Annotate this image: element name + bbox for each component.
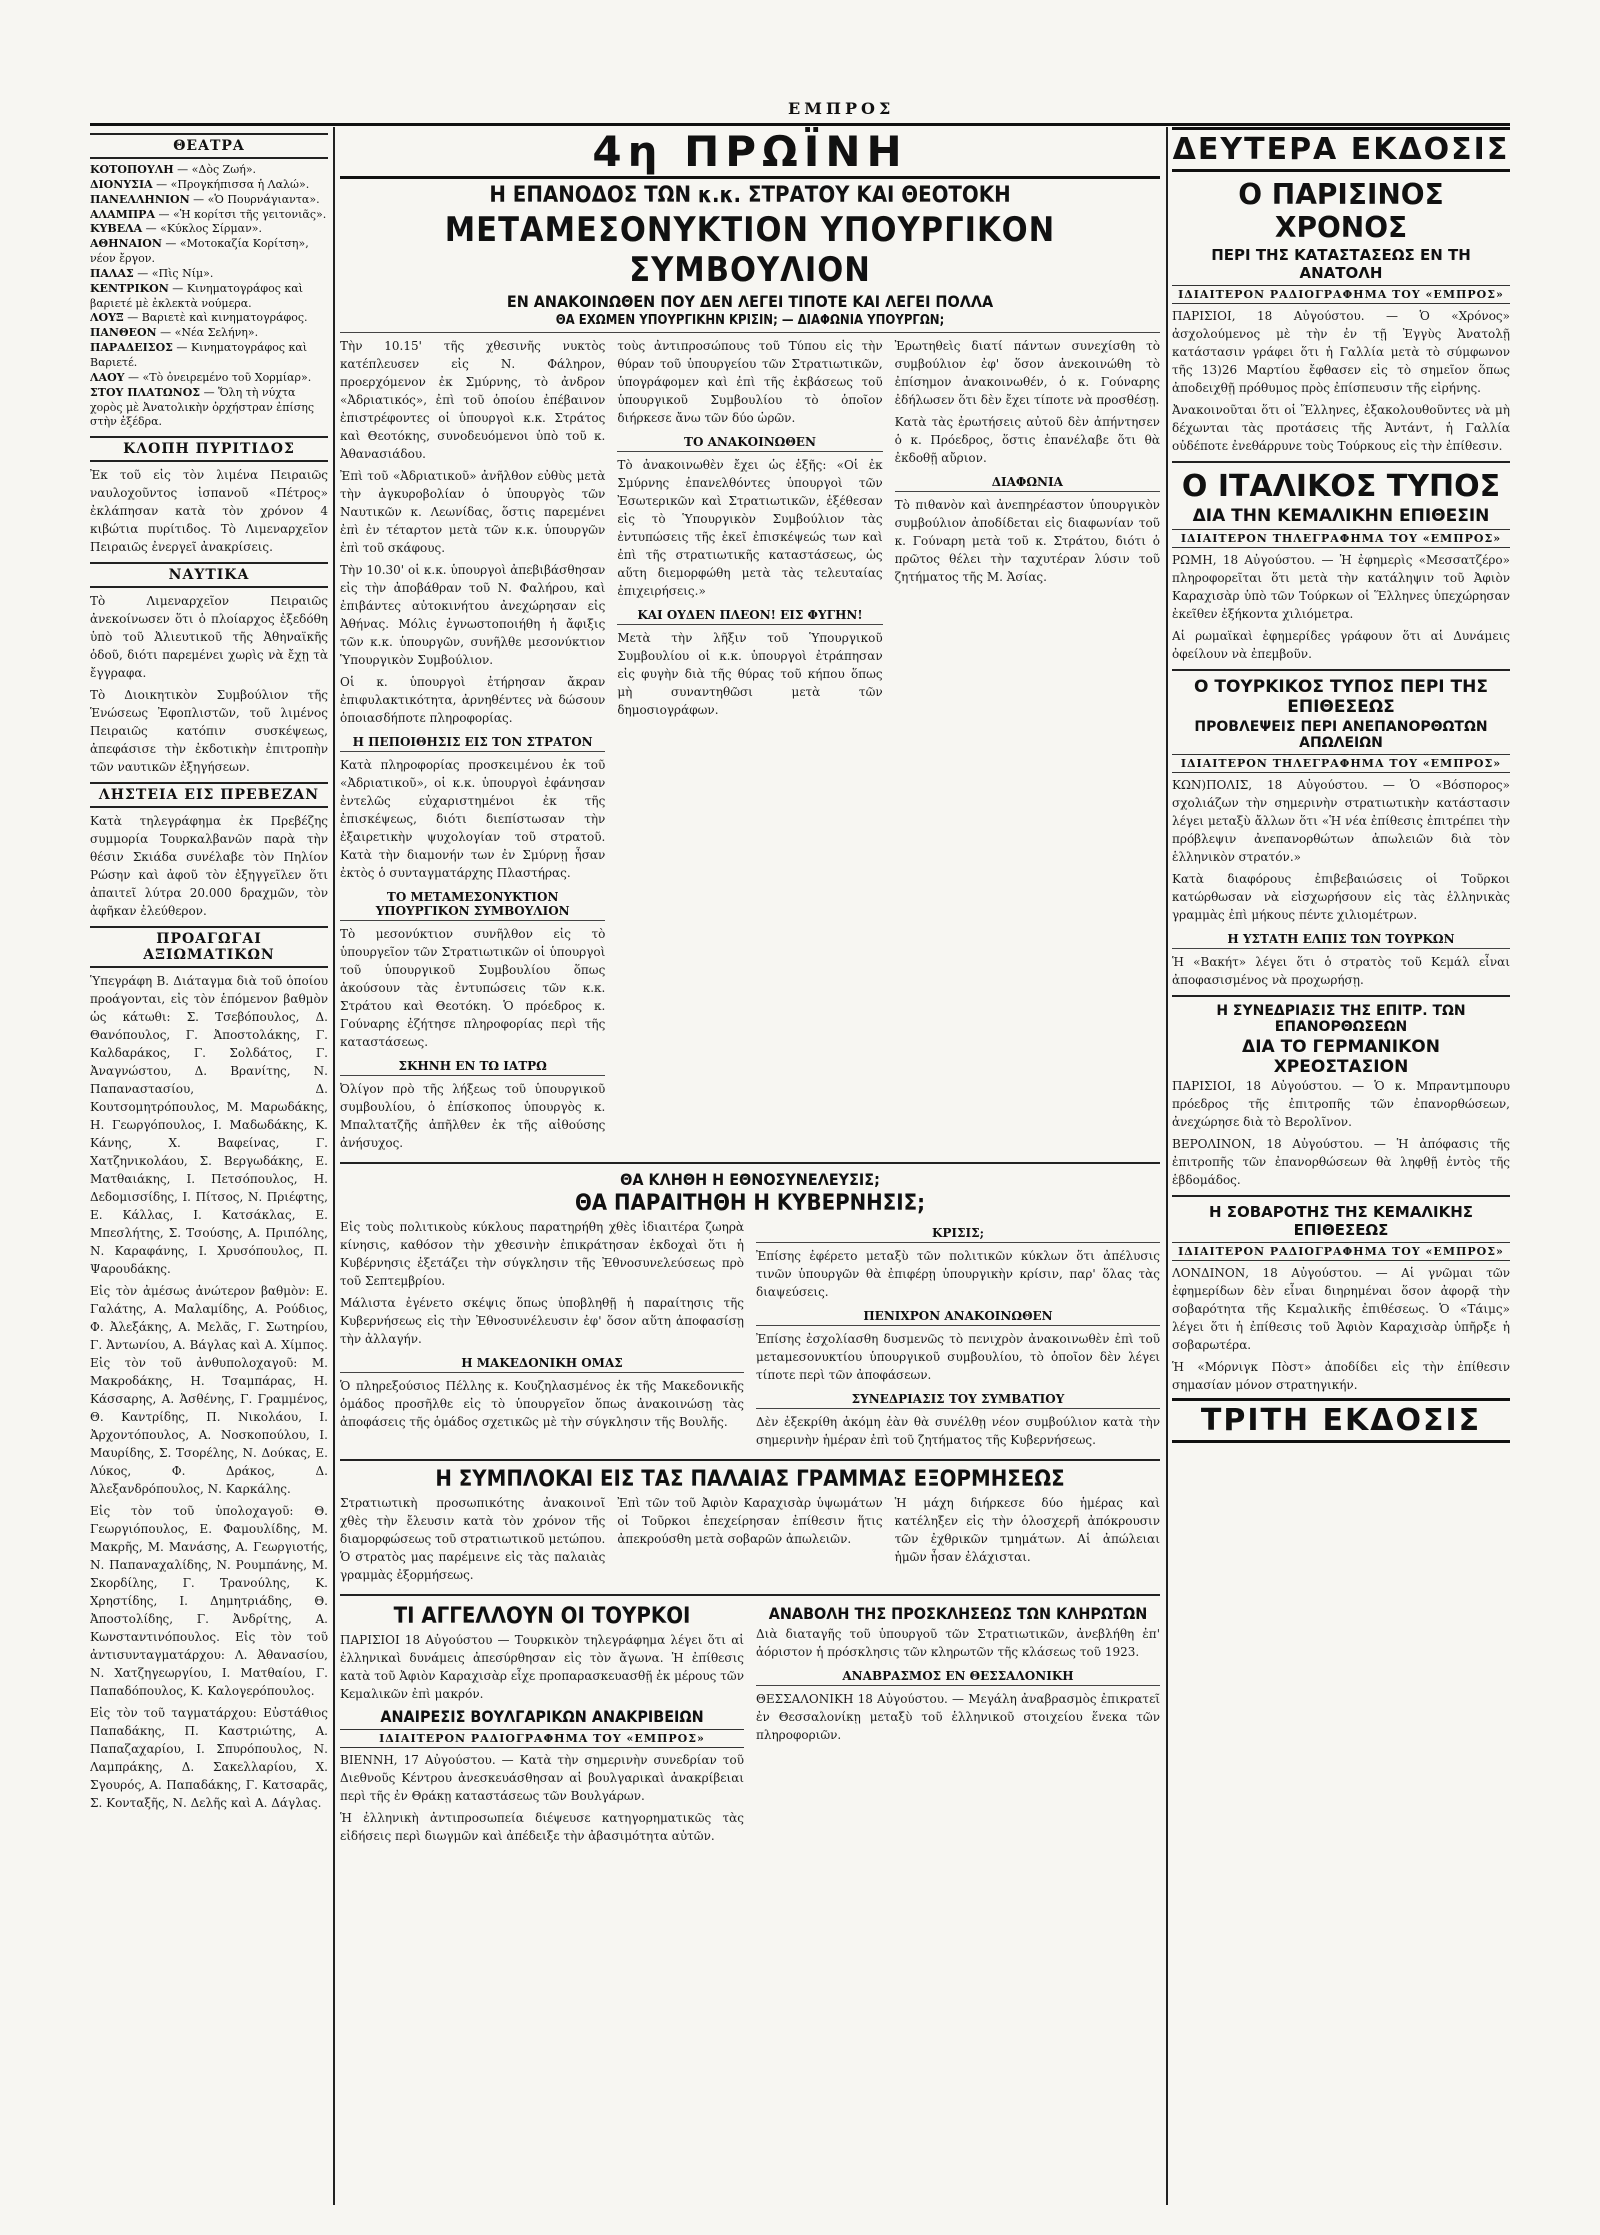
bulgarian-text-2: Ἡ ἐλληνικὴ ἀντιπροσωπεία διέψευσε κατηγορηματικῶς τὰς εἰδήσεις περὶ διωγμῶν καὶ ἀπέδειξε τὴν ἀβασιμότητα αὐτῶν. (340, 1811, 744, 1843)
masthead (90, 99, 1510, 126)
lead-paragraph-3: Τὴν 10.30' οἱ κ.κ. ὑπουργοὶ ἀπεβιβάσθησαν εἰς τὴν ἀποβάθραν τοῦ Ν. Φαλήρου, καὶ ἐπιβάντες αὐτοκινήτου ἀνεχώρησαν εἰς Ἀθήνας. Μόλις ἐγνωστοποιήθη ἡ ἄφιξις τῶν κ.κ. ὑπουργῶν, συνῆλθε μεσονύκτιον Ὑπουργικὸν Συμβούλιον. (340, 563, 606, 667)
disagree-heading: ΔΙΑΦΩΝΙΑ (895, 473, 1160, 492)
italian-text-2: Αἱ ρωμαϊκαὶ ἐφημερίδες γράφουν ὅτι αἱ Δυνάμεις ὀφείλουν νὰ ἐπεμβοῦν. (1172, 629, 1510, 661)
theatre-show: «Τὸ ὀνειρεμένο τοῦ Χορμίαρ». (142, 370, 312, 384)
lead-kicker: Η ΕΠΑΝΟΔΟΣ ΤΩΝ κ.κ. ΣΤΡΑΤΟΥ ΚΑΙ ΘΕΟΤΟΚΗ (489, 183, 1011, 208)
clash-paragraph-3: Ἡ μάχη διήρκεσε δύο ἡμέρας καὶ κατέληξεν εἰς τὴν ὁλοσχερῆ ἀπόκρουσιν τῶν ἐχθρικῶν τμημάτων. Αἱ ἀπώλειαι ἡμῶν ἦσαν ἐλάχισται. (894, 1496, 1160, 1564)
turkish-press-text-2: Κατὰ διαφόρους ἐπιβεβαιώσεις οἱ Τοῦρκοι κατώρθωσαν νὰ εἰσχωρήσουν εἰς τὰς ἑλληνικὰς γραμμὰς ἐπὶ μήκους πέντε χιλιομέτρων. (1172, 872, 1510, 922)
reparations-title: Η ΣΥΝΕΔΡΙΑΣΙΣ ΤΗΣ ΕΠΙΤΡ. ΤΩΝ ΕΠΑΝΟΡΘΩΣΕΩΝ (1216, 1003, 1466, 1035)
left-column (90, 127, 328, 2205)
reparations-text-2: ΒΕΡΟΛΙΝΟΝ, 18 Αὐγούστου. — Ἡ ἀπόφασις τῆς ἐπιτροπῆς τῶν ἐπανορθώσεων θὰ ληφθῇ ἐντὸς τῆς ἑβδομάδος. (1172, 1137, 1510, 1187)
paris-text-2: Ἀνακοινοῦται ὅτι οἱ Ἕλληνες, ἐξακολουθοῦντες νὰ μὴ δέχωνται τὰς προτάσεις τῆς Ἀντάντ, ἡ Γαλλία οὐδέποτε ἐνεθάρρυνε τοὺς Τούρκους εἰς τὴν ἐπίθεσιν. (1172, 403, 1510, 453)
theatre-list (90, 163, 328, 430)
naval-text-2: Τὸ Διοικητικὸν Συμβούλιον τῆς Ἑνώσεως Ἐφοπλιστῶν, τοῦ λιμένος Πειραιῶς κατόπιν συσκέψεως, ἀπεφάσισε τὴν ἐκδοτικὴν ἐπιτροπὴν τῶν ναυτικῶν ἐξηγήσεων. (90, 688, 328, 775)
theatre-name: ΛΑΟΥ (90, 370, 125, 384)
theatre-listing (90, 311, 328, 326)
theatres-heading: ΘΕΑΤΡΑ (90, 133, 328, 159)
divider (1172, 461, 1510, 463)
column-rule (333, 127, 335, 2205)
italian-text: ΡΩΜΗ, 18 Αὐγούστου. — Ἡ ἐφημερὶς «Μεσσατζέρο» πληροφορεῖται ὅτι μετὰ τὴν κατάληψιν τοῦ Ἀφιὸν Καραχισὰρ ὑπὸ τῶν Τούρκων οἱ Ἕλληνες ὑπεχώρησαν ἐκεῖθεν ἐξήκοντα χιλιόμετρα. (1172, 553, 1510, 621)
italian-title: Ο ΙΤΑΛΙΚΟΣ ΤΥΠΟΣ (1181, 469, 1501, 504)
edition-banner: 4η ΠΡΩΪΝΗ (340, 127, 1160, 179)
promotions-text-4: Εἰς τὸν τοῦ ταγματάρχου: Εὐστάθιος Παπαδάκης, Π. Καστριώτης, Α. Παπαζαχαρίου, Ι. Σπυρόπουλος, Ν. Λαμπράκης, Δ. Σακελλαρίου, Χ. Σγουρός, Α. Παπαδάκης, Γ. Κατσαρᾶς, Σ. Κονταξῆς, Ν. Δελῆς καὶ Α. Δάγλας. (90, 1706, 328, 1811)
theatre-listing (90, 208, 328, 223)
mid-council-text: Τὸ μεσονύκτιον συνῆλθον εἰς τὸ ὑπουργεῖον τῶν Στρατιωτικῶν οἱ ὑπουργοὶ τοῦ ὑπουργικοῦ Συμβουλίου ὅπως ἀκούσουν τὰς ἐντυπώσεις τῶν κ.κ. Στράτου καὶ Θεοτόκη. Ὁ πρόεδρος κ. Γούναρης ἐζήτησε πληροφορίας περὶ τῆς καταστάσεως. (340, 927, 606, 1049)
theatre-sep: — (142, 222, 161, 236)
turkish-press-title: Ο ΤΟΥΡΚΙΚΟΣ ΤΥΠΟΣ ΠΕΡΙ ΤΗΣ ΕΠΙΘΕΣΕΩΣ (1194, 677, 1488, 717)
theatre-name: ΚΕΝΤΡΙΚΟΝ (90, 281, 169, 295)
turks-text: ΠΑΡΙΣΙΟΙ 18 Αὐγούστου — Τουρκικὸν τηλεγράφημα λέγει ὅτι αἱ ἐλληνικαὶ δυνάμεις ἀπεσύρθησαν εἰς τὸν ἄγωνα. Ἡ ἐπίθεσις κατὰ τοῦ Ἀφιὸν Καραχισὰρ εἶχε προπαρασκευασθῇ ἐκ μέρους τῶν Κεμαλικῶν ἐπὶ μακρόν. (340, 1633, 744, 1701)
paris-subtitle: ΠΕΡΙ ΤΗΣ ΚΑΤΑΣΤΑΣΕΩΣ ΕΝ ΤΗ ΑΝΑΤΟΛΗ (1211, 246, 1471, 282)
theatre-name: ΑΘΗΝΑΙΟΝ (90, 237, 162, 251)
postpone-heading: ΑΝΑΒΟΛΗ ΤΗΣ ΠΡΟΣΚΛΗΣΕΩΣ ΤΩΝ ΚΛΗΡΩΤΩΝ (768, 1604, 1148, 1623)
lead-col-2 (617, 337, 882, 1156)
theatre-name: ΠΑΝΕΛΛΗΝΙΟΝ (90, 192, 190, 206)
theatre-listing (90, 178, 328, 193)
macedonian-text: Ὁ πληρεξούσιος Πέλλης κ. Κουζηλασμένος ἐκ τῆς Μακεδονικῆς ὁμάδος προσῆλθε εἰς τὸ ὑπουργεῖον ὅπως ἀνακοινώσῃ τὰς ἀποφάσεις τῆς ὁμάδος σχετικῶς μὲ τὴν σύγκλησιν τῆς Βουλῆς. (340, 1379, 744, 1429)
crisis-text: Ἐπίσης ἐφέρετο μεταξὺ τῶν πολιτικῶν κύκλων ὅτι ἀπέλυσις τινῶν ὑπουργῶν θὰ ἐπιφέρῃ ὑπουργικὴν κρίσιν, παρ' ὅλας τὰς διαψεύσεις. (756, 1249, 1160, 1299)
trust-text: Κατὰ πληροφορίας προσκειμένου ἐκ τοῦ «Ἀδριατικοῦ», οἱ κ.κ. ὑπουργοὶ ἐφάνησαν ἐντελῶς εὐχαριστημένοι ἐκ τῆς ἐπισκέψεως, διότι διεπίστωσαν τὴν ἐξαιρετικὴν ψυχολογίαν τοῦ στρατοῦ. Κατὰ τὴν διαμονήν των ἐν Σμύρνῃ ἦσαν ἐκτὸς ὁ συνταγματάρχης Πλαστήρας. (340, 758, 606, 880)
theatre-name: ΠΑΡΑΔΕΙΣΟΣ (90, 341, 173, 355)
promotions-text: Ὑπεγράφη Β. Διάταγμα διὰ τοῦ ὁποίου προάγονται, εἰς τὸν ἑπόμενον βαθμὸν ὡς κάτωθι: Σ. Τσεβόπουλος, Δ. Θανόπουλος, Γ. Ἀποστολάκης, Γ. Καλδαράκος, Γ. Σολδάτος, Γ. Ἀναγνώστου, Δ. Βρανίτης, Ν. Παπαναστασίου, Δ. Κουτσομητρόπουλος, Μ. Μαρωδάκης, Η. Γεωργόπουλος, Ι. Μαδωδάκης, Κ. Κάνης, Χ. Βαφείνας, Γ. Χατζηνικολάου, Σ. Βεργωδάκης, Ε. Ματθαιάκης, Ι. Πετσόπουλος, Η. Δεδομισσίδης, Ι. Πίτσος, Ν. Πριέφτης, Ε. Κάλλας, Ι. Κατσάκλας, Ε. Μπεσλήτης, Σ. Τσούσης, Α. Πριπόλης, Ν. Καραφάνης, Ι. Χρυσόπουλος, Π. Ψαρουδάκης. (90, 974, 328, 1277)
theatre-sep: — (154, 207, 173, 221)
lead-deck: ΘΑ ΕΧΩΜΕΝ ΥΠΟΥΡΓΙΚΗΝ ΚΡΙΣΙΝ; — ΔΙΑΦΩΝΙΑ ΥΠΟΥΡΓΩΝ; (555, 313, 945, 328)
theatre-listing (90, 326, 328, 341)
lead-col-1 (340, 337, 605, 1156)
italian-tagline: ΙΔΙΑΙΤΕΡΟΝ ΤΗΛΕΓΡΑΦΗΜΑ ΤΟΥ «ΕΜΠΡΟΣ» (1172, 529, 1510, 548)
lead-story (340, 337, 1160, 1156)
theatre-name: ΣΤΟΥ ΠΛΑΤΩΝΟΣ (90, 385, 201, 399)
paris-text: ΠΑΡΙΣΙΟΙ, 18 Αὐγούστου. — Ὁ «Χρόνος» ἀσχολούμενος μὲ τὴν ἐν τῇ Ἐγγὺς Ἀνατολῇ κατάστασιν γράφει ὅτι ἡ Γαλλία μετὰ τὸ σύμφωνον τῆς 13)26 Μαρτίου ἔφθασεν εἰς τὸ σημεῖον ὅπως ἀποδειχθῇ πρόθυμος πρὸς ἐπίσπευσιν τῆς εἰρήνης. (1172, 309, 1510, 395)
assembly-col-2 (756, 1218, 1160, 1453)
turkish-press-text: ΚΩΝ)ΠΟΛΙΣ, 18 Αὐγούστου. — Ὁ «Βόσπορος» σχολιάζων τὴν σημερινὴν στρατιωτικὴν κατάστασιν λέγει μεταξὺ ἄλλων ὅτι «Ἡ νέα ἐπίθεσις ἐπιτρέπει τὴν πρόβλεψιν ἀνεπανορθώτων ἀπωλειῶν διὰ τὸν ἑλληνικὸν στρατόν.» (1172, 778, 1510, 864)
clash-paragraph-1: Στρατιωτικὴ προσωπικότης ἀνακοινοῖ χθὲς τὴν ἔλευσιν κατὰ τὸν χρόνον τῆς διαμορφώσεως τοῦ στρατιωτικοῦ μετώπου. Ὁ στρατὸς μας παρέμεινε εἰς τὰς παλαιὰς γραμμὰς ἐξορμήσεως. (340, 1496, 606, 1582)
theatre-sep: — (152, 177, 171, 191)
clash-col-3 (895, 1494, 1160, 1588)
kemalist-text: ΛΟΝΔΙΝΟΝ, 18 Αὐγούστου. — Αἱ γνῶμαι τῶν ἐφημερίδων δὲν εἶναι διηρημέναι ὅσον ἀφορᾷ τὴν σοβαρότητα τῆς Κεμαλικῆς ἐπιθέσεως. Ὁ «Τάιμς» λέγει ὅτι ἡ ἐπίθεσις τοῦ Ἀφιὸν Καραχισὰρ ὑπῆρξε ἡ σοβαρωτέρα. (1172, 1266, 1510, 1352)
assembly-title: ΘΑ ΠΑΡΑΙΤΗΘΗ Η ΚΥΒΕΡΝΗΣΙΣ; (574, 1191, 926, 1216)
newspaper-page (90, 99, 1510, 2205)
lead-paragraph-4: Οἱ κ. ὑπουργοὶ ἐτήρησαν ἄκραν ἐπιφυλακτικότητα, ἀρνηθέντες νὰ δώσουν ὁποιασδήποτε πληροφορίας. (340, 675, 606, 725)
promotions-text-2: Εἰς τὸν ἀμέσως ἀνώτερον βαθμὸν: Ε. Γαλάτης, Α. Μαλαμίδης, Α. Ρούδιος, Φ. Ἀλεξάκης, Α. Μελᾶς, Γ. Σωτηρίου, Γ. Ἀντωνίου, Α. Βάγλας καὶ Α. Χίμπος. Εἰς τὸν τοῦ ἀνθυπολοχαγοῦ: Μ. Μακροδάκης, Η. Τσαμπάρας, Η. Κάσσαρης, Α. Ἀσθένης, Γ. Γραμμένος, Θ. Καντρίδης, Π. Νικολάου, Ι. Ἀρχοντόπουλος, Α. Νοσκοπούλου, Ι. Μαυρίδης, Σ. Τσορέλης, Ν. Δούκας, Ε. Λύκος, Φ. Δράκος, Δ. Ἀλεξανδρόπουλος, Ν. Καρκάλης. (90, 1284, 328, 1497)
second-edition-banner: ΔΕΥΤΕΡΑ ΕΚΔΟΣΙΣ (1172, 127, 1510, 172)
divider (340, 1459, 1160, 1461)
theatre-show: «Ἡ κορίτσι τῆς γειτονιᾶς». (172, 207, 327, 221)
latest-hope-heading: Η ΥΣΤΑΤΗ ΕΛΠΙΣ ΤΩΝ ΤΟΥΡΚΩΝ (1172, 930, 1510, 949)
disagree-text: Τὸ πιθανὸν καὶ ἀνεπηρέαστον ὑπουργικὸν συμβούλιον ἀποδίδεται εἰς διαφωνίαν τοῦ κ. Γούναρη μετὰ τοῦ κ. Στράτου, διότι ὁ πρῶτος θέλει τὴν ταχυτέραν λύσιν τοῦ ζητήματος τῆς Μ. Ἀσίας. (894, 498, 1160, 584)
turks-heading: ΤΙ ΑΓΓΕΛΛΟΥΝ ΟΙ ΤΟΥΡΚΟΙ (393, 1604, 691, 1629)
latest-hope-text: Ἡ «Βακήτ» λέγει ὅτι ὁ στρατὸς τοῦ Κεμάλ εἶναι ἀποφασισμένος νὰ προχωρήσῃ. (1172, 955, 1510, 987)
theatre-show: Κινηματογράφος καὶ Βαριετέ. (90, 341, 308, 369)
clash-title: Η ΣΥΜΠΛΟΚΑΙ ΕΙΣ ΤΑΣ ΠΑΛΑΙΑΣ ΓΡΑΜΜΑΣ ΕΞΟΡΜΗΣΕΩΣ (435, 1467, 1065, 1492)
theatre-sep: — (189, 192, 208, 206)
bottom-stories (340, 1602, 1160, 1849)
theatre-show: «Μοτοκαζία Κορίτση», νέον ἔργον. (90, 237, 309, 266)
nothing-heading: ΚΑΙ ΟΥΔΕΝ ΠΛΕΟΝ! ΕΙΣ ΦΥΓΗΝ! (617, 606, 882, 625)
theatre-sep: — (173, 163, 192, 176)
reparations-text: ΠΑΡΙΣΙΟΙ, 18 Αὐγούστου. — Ὁ κ. Μπραντμπουρυ πρόεδρος τῆς ἐπιτροπῆς τῶν ἐπανορθώσεων, ἀνεχώρησε διὰ τὸ Βερολῖνον. (1172, 1079, 1510, 1129)
piracy-heading: ΛΗΣΤΕΙΑ ΕΙΣ ΠΡΕΒΕΖΑΝ (90, 782, 328, 808)
theatre-name: ΔΙΟΝΥΣΙΑ (90, 177, 153, 191)
theatre-show: «Ὁ Πουρνάγιαντα». (207, 192, 320, 206)
theatre-sep: — (133, 266, 152, 280)
macedonian-heading: Η ΜΑΚΕΔΟΝΙΚΗ ΟΜΑΣ (340, 1354, 744, 1373)
meeting-heading: ΣΥΝΕΔΡΙΑΣΙΣ ΤΟΥ ΣΥΜΒΑΤΙΟΥ (756, 1390, 1160, 1409)
theatre-listing (90, 163, 328, 178)
clash-paragraph-2: Ἐπὶ τῶν τοῦ Ἀφιὸν Καραχισὰρ ὑψωμάτων οἱ Τοῦρκοι ἐπεχείρησαν ἐπίθεσιν ἥτις ἀπεκρούσθη μετὰ σοβαρῶν ἀπωλειῶν. (617, 1496, 883, 1546)
theatre-show: «Πὶς Νίμ». (151, 266, 214, 280)
announce-text: Τὸ ἀνακοινωθὲν ἔχει ὡς ἑξῆς: «Οἱ ἐκ Σμύρνης ἐπανελθόντες ὑπουργοὶ τῶν Ἐσωτερικῶν καὶ Στρατιωτικῶν, ἐξέθεσαν εἰς τὸ Ὑπουργικὸν Συμβούλιον τὰς ἐντυπώσεις τῆς ἐκεῖ ἐπισκέψεώς των καὶ ἐπὶ τῆς στρατιωτικῆς καταστάσεως, ὡς αὕτη διεμορφώθη μετὰ τὰς τελευταίας ἐπιχειρήσεις.» (617, 458, 883, 598)
meeting-text: Δὲν ἐξεκρίθη ἀκόμη ἐὰν θὰ συνέλθῃ νέον συμβούλιον κατὰ τὴν σημερινὴν ἡμέραν ἐπὶ τοῦ ζητήματος τῆς Κυβερνήσεως. (756, 1415, 1160, 1447)
theatre-listing (90, 267, 328, 282)
trust-heading: Η ΠΕΠΟΙΘΗΣΙΣ ΕΙΣ ΤΟΝ ΣΤΡΑΤΟΝ (340, 733, 605, 752)
divider (1172, 669, 1510, 671)
theft-heading: ΚΛΟΠΗ ΠΥΡΙΤΙΔΟΣ (90, 436, 328, 462)
theatre-listing (90, 222, 328, 237)
lead-subtitle: ΕΝ ΑΝΑΚΟΙΝΩΘΕΝ ΠΟΥ ΔΕΝ ΛΕΓΕΙ ΤΙΠΟΤΕ ΚΑΙ ΛΕΓΕΙ ΠΟΛΛΑ (506, 292, 994, 311)
communique-text: Ἐπίσης ἐσχολίασθη δυσμενῶς τὸ πενιχρὸν ἀνακοινωθὲν ἐπὶ τοῦ μεταμεσονυκτίου ὑπουργικοῦ συμβουλίου, τὸ ὁποῖον δὲν λέγει τίποτε περὶ τῶν ἀποφάσεων. (756, 1332, 1160, 1382)
clash-col-2 (617, 1494, 882, 1588)
theatre-show: «Προγκήπισσα ἡ Λαλώ». (170, 177, 310, 191)
theatre-show: «Νέα Σελήνη». (174, 326, 259, 340)
theatre-name: ΠΑΝΘΕΟΝ (90, 326, 157, 340)
promotions-heading: ΠΡΟΑΓΩΓΑΙ ΑΞΙΩΜΑΤΙΚΩΝ (90, 926, 328, 968)
divider (340, 332, 1160, 333)
mid-paragraph-2: Κατὰ τὰς ἐρωτήσεις αὐτοῦ δὲν ἀπήντησεν ὁ κ. Πρόεδρος, ὅστις ἐπανέλαβε ὅτι θὰ ἐκδοθῇ αὔριον. (894, 415, 1160, 465)
naval-heading: ΝΑΥΤΙΚΑ (90, 562, 328, 588)
postpone-story (756, 1602, 1160, 1849)
kemalist-tagline: ΙΔΙΑΙΤΕΡΟΝ ΡΑΔΙΟΓΡΑΦΗΜΑ ΤΟΥ «ΕΜΠΡΟΣ» (1172, 1242, 1510, 1261)
assembly-story (340, 1218, 1160, 1453)
bulgarian-tagline: ΙΔΙΑΙΤΕΡΟΝ ΡΑΔΙΟΓΡΑΦΗΜΑ ΤΟΥ «ΕΜΠΡΟΣ» (340, 1729, 744, 1748)
announce-heading: ΤΟ ΑΝΑΚΟΙΝΩΘΕΝ (617, 433, 882, 452)
theft-text: Ἐκ τοῦ εἰς τὸν λιμένα Πειραιῶς ναυλοχοῦντος ἰσπανοῦ «Πέτρος» ἐκλάπησαν κατὰ τὸν χρόνον 4 κιβώτια πυρίτιδος. Τὸ Λιμεναρχεῖον Πειραιῶς ἐνεργεῖ ἀνακρίσεις. (90, 468, 328, 555)
clash-story (340, 1494, 1160, 1588)
kemalist-title: Η ΣΟΒΑΡΟΤΗΣ ΤΗΣ ΚΕΜΑΛΙΚΗΣ ΕΠΙΘΕΣΕΩΣ (1208, 1203, 1474, 1239)
thessaloniki-heading: ΑΝΑΒΡΑΣΜΟΣ ΕΝ ΘΕΣΣΑΛΟΝΙΚΗ (756, 1667, 1160, 1686)
theatre-sep: — (200, 385, 219, 399)
kemalist-text-2: Ἡ «Μόρνιγκ Πὸστ» ἀποδίδει εἰς τὴν ἐπίθεσιν σημασίαν μόνον στρατηγικήν. (1172, 1360, 1510, 1392)
right-column (1172, 127, 1510, 2205)
masthead-title: ΕΜΠΡΟΣ (780, 99, 902, 118)
theatre-sep: — (172, 341, 191, 355)
theatre-listing (90, 282, 328, 312)
column-rule (1166, 127, 1168, 2205)
italian-subtitle: ΔΙΑ ΤΗΝ ΚΕΜΑΛΙΚΗΝ ΕΠΙΘΕΣΙΝ (1192, 506, 1490, 526)
theatre-listing (90, 371, 328, 386)
crisis-heading: ΚΡΙΣΙΣ; (756, 1224, 1160, 1243)
theatre-name: ΚΟΤΟΠΟΥΛΗ (90, 163, 174, 176)
lead-paragraph-1: Τὴν 10.15' τῆς χθεσινῆς νυκτὸς κατέπλευσεν εἰς Ν. Φάληρον, προερχόμενον ἐκ Σμύρνης, τὸ ἀνδρον «Ἀδριατικός», ἐπὶ τοῦ ὁποίου ἐπέβαινον ἐπιστρέφοντες οἱ ὑπουργοὶ κ.κ. Στράτος καὶ Θεοτόκης, συνοδευόμενοι ὑπὸ τοῦ κ. Ἀθανασιάδου. (340, 339, 606, 461)
theatre-show: «Κύκλος Σίρμαν». (160, 222, 262, 236)
nothing-text: Μετὰ τὴν λῆξιν τοῦ Ὑπουργικοῦ Συμβουλίου οἱ κ.κ. ὑπουργοὶ ἐτράπησαν εἰς φυγὴν διὰ τῆς θύρας τοῦ κήπου ὅπως μὴ συναντηθῶσι μετὰ τῶν δημοσιογράφων. (617, 631, 883, 717)
lead-paragraph-2: Ἐπὶ τοῦ «Ἀδριατικοῦ» ἀνῆλθον εὐθὺς μετὰ τὴν ἀγκυροβολίαν ὁ ὑπουργὸς τῶν Ναυτικῶν κ. Λεωνίδας, ὅστις παρεμένει ἐπὶ ἐν τέταρτον μετὰ τῶν κ.κ. ὑπουργῶν ἐπὶ τοῦ σκάφους. (340, 469, 606, 555)
thessaloniki-text: ΘΕΣΣΑΛΟΝΙΚΗ 18 Αὐγούστου. — Μεγάλη ἀναβρασμὸς ἐπικρατεῖ ἐν Θεσσαλονίκῃ μεταξὺ τοῦ ἑλληνικοῦ στοιχείου ἕνεκα τῶν πληροφοριῶν. (756, 1692, 1160, 1742)
theatre-show: Βαριετὲ καὶ κινηματογράφος. (141, 311, 308, 325)
bulgarian-heading: ΑΝΑΙΡΕΣΙΣ ΒΟΥΛΓΑΡΙΚΩΝ ΑΝΑΚΡΙΒΕΙΩΝ (380, 1707, 704, 1726)
piracy-text: Κατὰ τηλεγράφημα ἐκ Πρεβέζης συμμορία Τουρκαλβανῶν παρὰ τὴν θέσιν Σκιάδα συνέλαβε τὸν Πηλίον Ρώσην καὶ ἀφοῦ τὸν ἐξηγγεῖλεν ὅτι ἀπαιτεῖ λύτρα 20.000 δραχμῶν, τὸν ἀφῆκαν ἐλεύθερον. (90, 814, 328, 919)
mid-paragraph-1: Ἐρωτηθεὶς διατί πάντων συνεχίσθη τὸ συμβούλιον ἐφ' ὅσον ἀνεκοινώθη τὸ ἐπίσημον ἀνακοινωθέν, ὁ κ. Γούναρης ἐδήλωσεν ὅτι δὲν ἔχει τίποτε νὰ προσθέσῃ. (894, 339, 1160, 407)
theatre-name: ΑΛΑΜΠΡΑ (90, 207, 155, 221)
theatre-sep: — (123, 311, 142, 325)
mid-council-heading: ΤΟ ΜΕΤΑΜΕΣΟΝΥΚΤΙΟΝ ΥΠΟΥΡΓΙΚΟΝ ΣΥΜΒΟΥΛΙΟΝ (340, 888, 605, 921)
paris-tagline: ΙΔΙΑΙΤΕΡΟΝ ΡΑΔΙΟΓΡΑΦΗΜΑ ΤΟΥ «ΕΜΠΡΟΣ» (1172, 285, 1510, 304)
reparations-subtitle: ΔΙΑ ΤΟ ΓΕΡΜΑΝΙΚΟΝ ΧΡΕΟΣΤΑΣΙΟΝ (1242, 1037, 1440, 1077)
divider (340, 1162, 1160, 1164)
center-column (340, 127, 1160, 2205)
naval-text-1: Τὸ Λιμεναρχεῖον Πειραιῶς ἀνεκοίνωσεν ὅτι ὁ πλοίαρχος ἐξεδόθη ὑπὸ τοῦ Ἀλιευτικοῦ τῆς Ἀθηναϊκῆς ὁδοῦ, διότι παρεμένει χωρὶς νὰ ἔχῃ τὰ ἔγγραφα. (90, 594, 328, 681)
bulgarian-text: ΒΙΕΝΝΗ, 17 Αὐγούστου. — Κατὰ τὴν σημερινὴν συνεδρίαν τοῦ Διεθνοῦς Κέντρου ἀνεσκευάσθησαν αἱ βουλγαρικαὶ ἀνακρίβειαι περὶ τῆς ἐν Θράκῃ καταστάσεως τῶν Βουλγάρων. (340, 1753, 744, 1803)
promotions-text-3: Εἰς τὸν τοῦ ὑπολοχαγοῦ: Θ. Γεωργιόπουλος, Ε. Φαμουλίδης, Μ. Μακρῆς, Μ. Μανάσης, Α. Γεωργιοτής, Ν. Παπαναχαλίδης, Ν. Ρουμπάνης, Μ. Σκορδίλης, Γ. Τρανούλης, Κ. Χρηστίδης, Ι. Δημητριάδης, Θ. Ἀποστολίδης, Γ. Ἀνδρίτης, Α. Κωνσταντινόπουλος. Εἰς τὸν τοῦ ἀντισυνταγματάρχου: Λ. Ἀθανασίου, Ν. Χατζηγεωργίου, Ι. Ματθαίου, Γ. Παπαδόπουλος, Κ. Καλογερόπουλος. (90, 1504, 328, 1699)
theatre-sep: — (168, 281, 187, 295)
turkish-press-tagline: ΙΔΙΑΙΤΕΡΟΝ ΤΗΛΕΓΡΑΦΗΜΑ ΤΟΥ «ΕΜΠΡΟΣ» (1172, 754, 1510, 773)
theatre-sep: — (124, 370, 143, 384)
lead-paragraph-5: τοὺς ἀντιπροσώπους τοῦ Τύπου εἰς τὴν θύραν τοῦ ὑπουργείου τῶν Στρατιωτικῶν, ὑπογράφομεν καὶ ἐπὶ τῆς ἐκβάσεως τοῦ ὑπουργικοῦ Συμβουλίου τὸ ὁποῖον διήρκεσε ἄνω τῶν δύο ὡρῶν. (617, 339, 883, 425)
clash-col-1 (340, 1494, 605, 1588)
communique-heading: ΠΕΝΙΧΡΟΝ ΑΝΑΚΟΙΝΩΘΕΝ (756, 1307, 1160, 1326)
turks-story (340, 1602, 744, 1849)
lead-title: ΜΕΤΑΜΕΣΟΝΥΚΤΙΟΝ ΥΠΟΥΡΓΙΚΟΝ ΣΥΜΒΟΥΛΙΟΝ (444, 210, 1056, 290)
lead-col-3 (895, 337, 1160, 1156)
theatre-sep: — (161, 237, 180, 251)
divider (1172, 995, 1510, 997)
third-edition-banner: ΤΡΙΤΗ ΕΚΔΟΣΙΣ (1172, 1398, 1510, 1443)
theatre-listing (90, 193, 328, 208)
scene-text: Ὀλίγον πρὸ τῆς λήξεως τοῦ ὑπουργικοῦ συμβουλίου, ὁ ἐπίσκοπος ὑπουργὸς κ. Μπαλτατζῆς ἀπῆλθεν ἐκ τῆς αἰθούσης ἀνήσυχος. (340, 1082, 606, 1150)
paris-title: Ο ΠΑΡΙΣΙΝΟΣ ΧΡΟΝΟΣ (1238, 178, 1444, 244)
theatre-listing (90, 341, 328, 371)
divider (340, 1594, 1160, 1596)
postpone-text: Διὰ διαταγῆς τοῦ ὑπουργοῦ τῶν Στρατιωτικῶν, ἀνεβλήθη ἐπ' ἀόριστον ἡ πρόσκλησις τῶν κληρωτῶν τῆς κλάσεως τοῦ 1923. (756, 1627, 1160, 1659)
theatre-sep: — (156, 326, 175, 340)
assembly-kicker: ΘΑ ΚΛΗΘΗ Η ΕΘΝΟΣΥΝΕΛΕΥΣΙΣ; (620, 1170, 880, 1189)
divider (1172, 1195, 1510, 1197)
theatre-listing (90, 386, 328, 431)
scene-heading: ΣΚΗΝΗ ΕΝ ΤΩ ΙΑΤΡΩ (340, 1057, 605, 1076)
theatre-show: «Δὸς Ζωή». (191, 163, 257, 176)
assembly-col-1 (340, 1218, 744, 1453)
theatre-listing (90, 237, 328, 267)
theatre-name: ΠΑΛΑΣ (90, 266, 134, 280)
turkish-press-subtitle: ΠΡΟΒΛΕΨΕΙΣ ΠΕΡΙ ΑΝΕΠΑΝΟΡΘΩΤΩΝ ΑΠΩΛΕΙΩΝ (1194, 719, 1488, 751)
assembly-text-2: Μάλιστα ἐγένετο σκέψις ὅπως ὑποβληθῇ ἡ παραίτησις τῆς Κυβερνήσεως εἰς τὴν Ἐθνοσυνέλευσιν ἐφ' ὅσον αὕτη ἀποφασίσῃ τὴν ἀλλαγήν. (340, 1296, 744, 1346)
theatre-show: Ὅλη τὴ νύχτα χορὸς μὲ Ἀνατολικὴν ὀρχήστραν ἐπίσης στὴν ἐξέδρα. (90, 385, 315, 429)
theatre-name: ΚΥΒΕΛΑ (90, 222, 143, 236)
theatre-show: Κινηματογράφος καὶ βαριετέ μὲ ἐκλεκτὰ νούμερα. (90, 281, 303, 310)
theatre-name: ΛΟΥΞ (90, 311, 124, 325)
assembly-text: Εἰς τοὺς πολιτικοὺς κύκλους παρατηρήθη χθὲς ἰδιαιτέρα ζωηρὰ κίνησις, καθόσον τὴν χθεσινὴν ἐπικράτησαν ἐκδοχαὶ ὅτι ἡ Κυβέρνησις ἐξετάζει τὴν σύγκλησιν τῆς Ἐθνοσυνελεύσεως πρὸ τοῦ Σεπτεμβρίου. (340, 1220, 744, 1288)
